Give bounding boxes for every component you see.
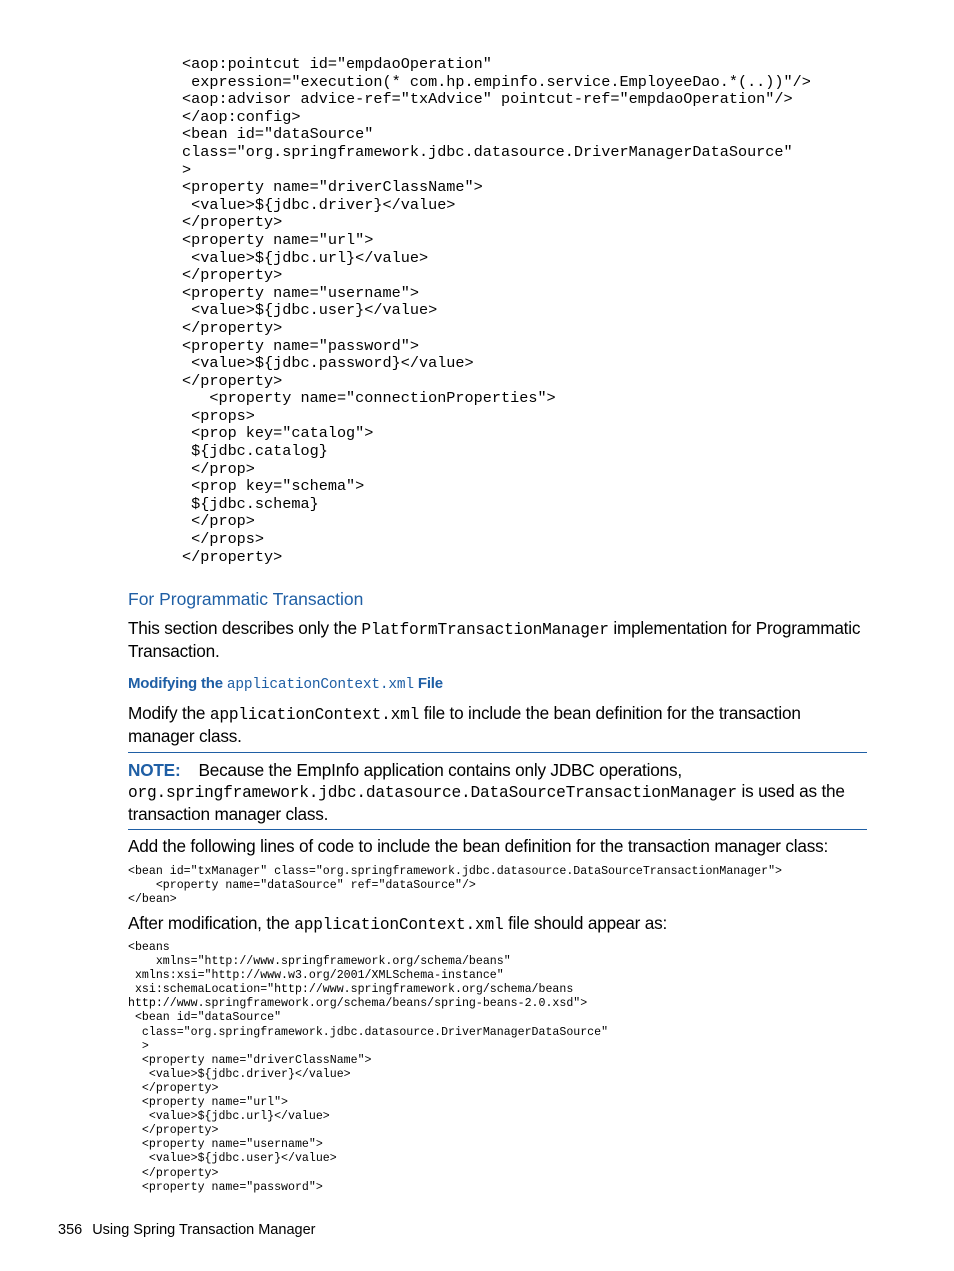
note-code: org.springframework.jdbc.datasource.DataSourceTransactionManager: [128, 784, 737, 802]
subsection-para-before: Modify the: [128, 703, 210, 723]
intro-text-before: This section describes only the: [128, 618, 362, 638]
note-text-before: Because the EmpInfo application contains only JDBC operations,: [198, 760, 682, 780]
note-box: [128, 760, 870, 825]
page-footer: [58, 1222, 315, 1238]
subsection-para-after: file to include the bean definition for the transaction manager class.: [128, 703, 801, 746]
after-mod-before: After modification, the: [128, 913, 295, 933]
intro-code: PlatformTransactionManager: [361, 621, 609, 639]
add-lines-paragraph: Add the following lines of code to include the bean definition for the transaction manager class:: [128, 836, 829, 856]
after-mod-code: applicationContext.xml: [294, 916, 504, 934]
note-label: NOTE:: [128, 760, 181, 780]
code-block-beans: <beans xmlns="http://www.springframework.org/schema/beans" xmlns:xsi="http://www.w3.org/2001/XMLSchema-instance" xsi:schemaLocation="http://www.springframework.org/schema/beans http://www.springframework.org/schema/beans/spring-beans-2.0.xsd"> <bean id="dataSource" class="org.springframework.jdbc.datasource.DriverManagerDataSource" > <property name="driverClassName"> <value>${jdbc.driver}</value> </property> <property name="url"> <value>${jdbc.url}</value> </property> <property name="username"> <value>${jdbc.user}</value> </property> <property name="password">: [128, 941, 609, 1194]
subsection-heading: [128, 675, 443, 693]
subsection-heading-code: applicationContext.xml: [226, 677, 414, 693]
subsection-heading-before: Modifying the: [128, 675, 227, 692]
code-block-txmanager: <bean id="txManager" class="org.springframework.jdbc.datasource.DataSourceTransactionManager"> <property name="dataSource" ref="dataSource"/> </bean>: [128, 865, 782, 907]
page-number: 356: [58, 1222, 83, 1238]
subsection-paragraph: [128, 703, 870, 747]
after-mod-after: file should appear as:: [503, 913, 668, 933]
note-top-rule: [128, 752, 867, 753]
section-heading: For Programmatic Transaction: [128, 589, 364, 609]
intro-text-after: implementation for Programmatic Transaction.: [128, 618, 861, 661]
subsection-heading-after: File: [413, 675, 443, 692]
chapter-title: Using Spring Transaction Manager: [92, 1222, 316, 1238]
subsection-para-code: applicationContext.xml: [209, 706, 420, 724]
note-bottom-rule: [128, 829, 867, 830]
after-modification-paragraph: [128, 913, 870, 936]
section-intro: [128, 618, 870, 662]
note-text-after: is used as the transaction manager class.: [128, 781, 845, 824]
code-block-aop-config: <aop:pointcut id="empdaoOperation" expression="execution(* com.hp.empinfo.service.EmployeeDao.*(..))"/> <aop:advisor advice-ref="txAdvice" pointcut-ref="empdaoOperation"/> </aop:config> <bean id="dataSource" class="org.springframework.jdbc.datasource.DriverManagerDataSource" > <property name="driverClassName"> <value>${jdbc.driver}</value> </property> <property name="url"> <value>${jdbc.url}</value> </property> <property name="username"> <value>${jdbc.user}</value> </property> <property name="password"> <value>${jdbc.password}</value> </property> <property name="connectionProperties"> <props> <prop key="catalog"> ${jdbc.catalog} </prop> <prop key="schema"> ${jdbc.schema} </prop> </props> </property>: [182, 55, 811, 566]
